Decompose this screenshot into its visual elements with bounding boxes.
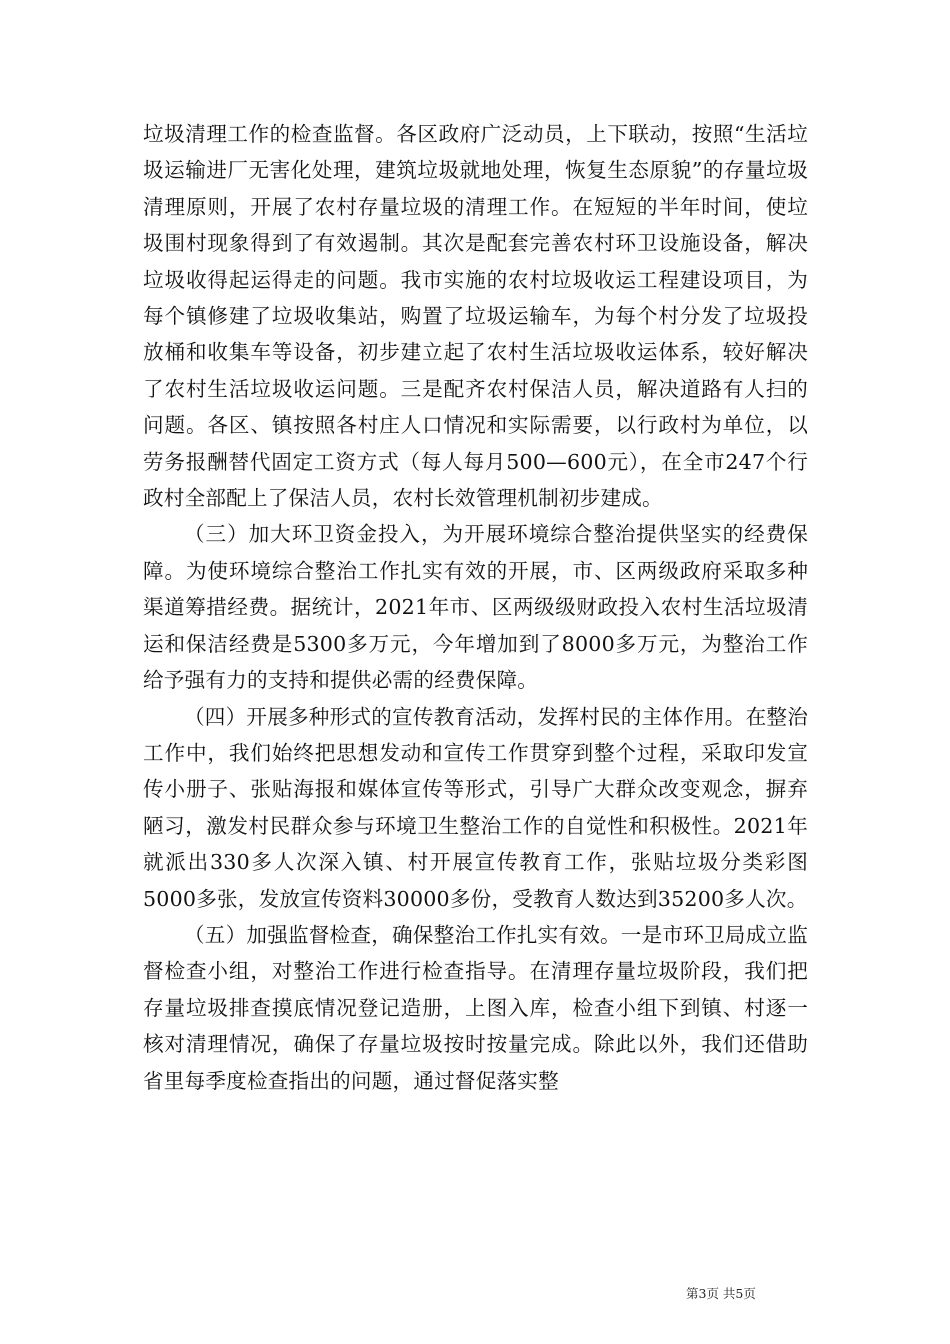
paragraph-section-5: （五）加强监督检查，确保整治工作扎实有效。一是市环卫局成立监督检查小组，对整治工作进行检查指导。在清理存量垃圾阶段，我们把存量垃圾排查摸底情况登记造册，上图入库，检查小组下到镇、村逐一核对清理情况，确保了存量垃圾按时按量完成。除此以外，我们还借助省里每季度检查指出的问题，通过督促落实整 [143,922,808,1093]
paragraph-section-4: （四）开展多种形式的宣传教育活动，发挥村民的主体作用。在整治工作中，我们始终把思想发动和宣传工作贯穿到整个过程，采取印发宣传小册子、张贴海报和媒体宣传等形式，引导广大群众改变观念，摒弃陋习，激发村民群众参与环境卫生整治工作的自觉性和积极性。2021年就派出330多人次深入镇、村开展宣传教育工作，张贴垃圾分类彩图5000多张，发放宣传资料30000多份，受教育人数达到35200多人次。 [143,704,808,911]
page-number-footer: 第3页 共5页 [686,1286,756,1301]
paragraph-section-3: （三）加大环卫资金投入，为开展环境综合整治提供坚实的经费保障。为使环境综合整治工作扎实有效的开展，市、区两级政府采取多种渠道筹措经费。据统计，2021年市、区两级级财政投入农村生活垃圾清运和保洁经费是5300多万元，今年增加到了8000多万元，为整治工作给予强有力的支持和提供必需的经费保障。 [143,522,808,693]
paragraph-continuation: 垃圾清理工作的检查监督。各区政府广泛动员，上下联动，按照“生活垃圾运输进厂无害化处理，建筑垃圾就地处理，恢复生态原貌”的存量垃圾清理原则，开展了农村存量垃圾的清理工作。在短短的半年时间，使垃圾围村现象得到了有效遏制。其次是配套完善农村环卫设施设备，解决垃圾收得起运得走的问题。我市实施的农村垃圾收运工程建设项目，为每个镇修建了垃圾收集站，购置了垃圾运输车，为每个村分发了垃圾投放桶和收集车等设备，初步建立起了农村生活垃圾收运体系，较好解决了农村生活垃圾收运问题。三是配齐农村保洁人员，解决道路有人扫的问题。各区、镇按照各村庄人口情况和实际需要，以行政村为单位，以劳务报酬替代固定工资方式（每人每月500—600元），在全市247个行政村全部配上了保洁人员，农村长效管理机制初步建成。 [143,122,808,511]
document-body [143,116,808,1099]
